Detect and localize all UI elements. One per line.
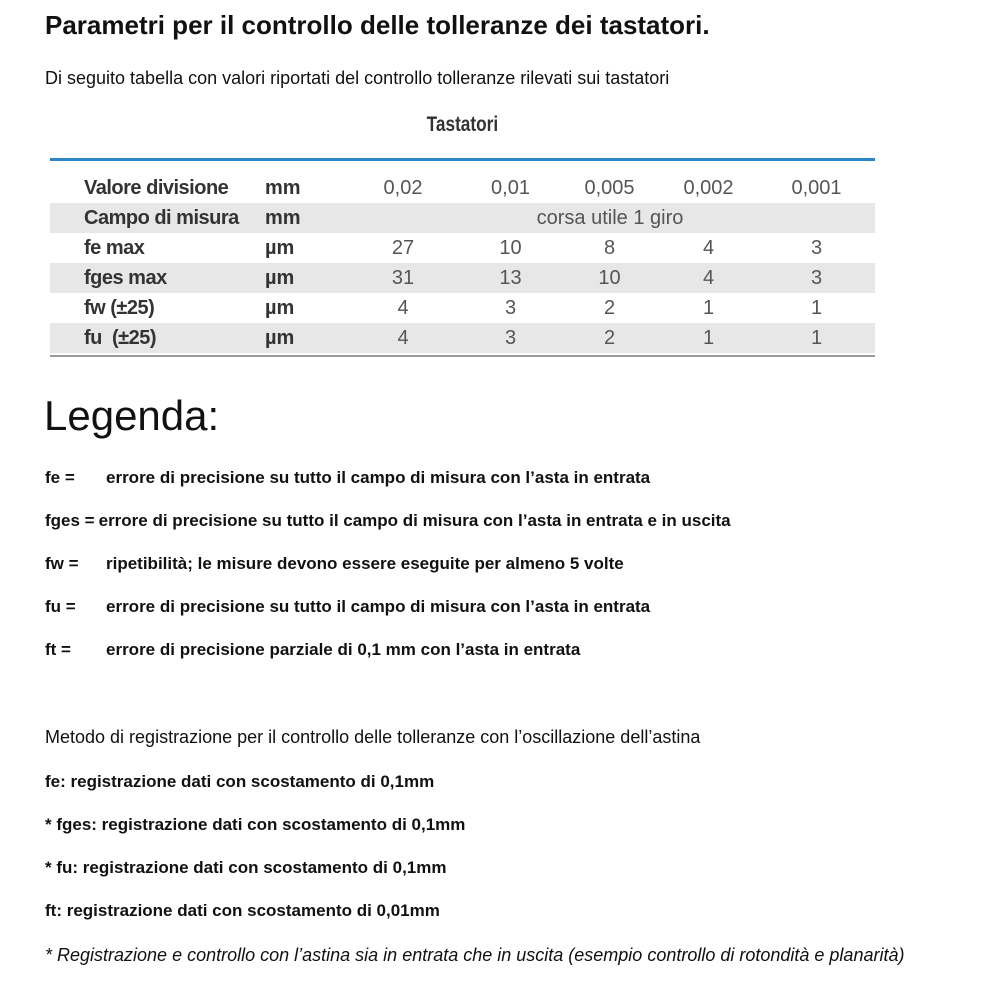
row-unit: µm [265, 296, 295, 319]
table-cell: 27 [391, 236, 415, 259]
table-cell: 4 [397, 326, 409, 349]
tolerance-table [50, 173, 875, 353]
table-row-fu [50, 323, 875, 353]
legend-text: errore di precisione su tutto il campo di misura con l’asta in entrata [106, 468, 651, 487]
table-row-fe-max [50, 233, 875, 263]
row-unit: µm [265, 326, 295, 349]
table-row-campo-di-misura [50, 203, 875, 233]
table-cell: 13 [499, 266, 522, 289]
legend-key: fu = [45, 597, 76, 616]
legend-item-fw [45, 554, 624, 574]
row-unit: mm [265, 206, 301, 229]
legend-key: fges = [45, 511, 95, 530]
table-cell: 2 [603, 326, 616, 349]
table-cell: 4 [397, 296, 409, 319]
tolerance-table-container [50, 158, 875, 357]
table-cell: 4 [702, 266, 715, 289]
table-cell: 1 [702, 326, 715, 349]
table-cell: 0,001 [791, 176, 842, 199]
table-cell: 10 [598, 266, 621, 289]
table-cell-span: corsa utile 1 giro [536, 206, 684, 229]
table-cell: 1 [702, 296, 715, 319]
method-item-fu: * fu: registrazione dati con scostamento di 0,1mm [45, 858, 447, 877]
legend-title: Legenda: [44, 392, 220, 439]
table-cell: 3 [504, 296, 517, 319]
table-cell: 31 [391, 266, 415, 289]
table-cell: 1 [810, 296, 823, 319]
table-cell: 3 [504, 326, 517, 349]
table-cell: 10 [499, 236, 522, 259]
table-cell: 1 [810, 326, 823, 349]
table-cell: 0,01 [491, 176, 530, 199]
footnote: * Registrazione e controllo con l’astina sia in entrata che in uscita (esempio controllo di rotondità e planarità) [45, 945, 905, 965]
table-cell: 0,02 [383, 176, 423, 199]
table-cell: 0,005 [584, 176, 635, 199]
legend-text: ripetibilità; le misure devono essere eseguite per almeno 5 volte [106, 554, 624, 573]
row-label: fw (±25) [84, 296, 155, 319]
legend-item-fu [45, 597, 650, 617]
table-row-valore-divisione [50, 173, 875, 203]
legend-item-fe [45, 468, 650, 488]
legend-item-fges [45, 511, 731, 531]
row-label: Valore divisione [84, 176, 229, 199]
table-cell: 4 [702, 236, 715, 259]
table-row-fges-max [50, 263, 875, 293]
row-label: fu (±25) [84, 326, 157, 349]
table-cell: 0,002 [683, 176, 734, 199]
method-item-fges: * fges: registrazione dati con scostamento di 0,1mm [45, 815, 466, 834]
table-cell: 2 [603, 296, 616, 319]
legend-text: errore di precisione su tutto il campo di misura con l’asta in entrata [106, 597, 651, 616]
legend-key: fe = [45, 468, 75, 487]
row-label: fe max [84, 236, 145, 259]
legend-text: errore di precisione su tutto il campo di misura con l’asta in entrata e in uscita [98, 511, 731, 530]
row-label: Campo di misura [84, 206, 239, 229]
row-unit: µm [265, 236, 295, 259]
table-caption: Tastatori [426, 113, 499, 136]
table-cell: 8 [603, 236, 616, 259]
row-unit: µm [265, 266, 295, 289]
method-item-fe: fe: registrazione dati con scostamento di 0,1mm [45, 772, 435, 791]
row-unit: mm [265, 176, 301, 199]
table-cell: 3 [810, 236, 823, 259]
method-item-ft: ft: registrazione dati con scostamento di 0,01mm [45, 901, 440, 920]
legend-text: errore di precisione parziale di 0,1 mm con l’asta in entrata [106, 640, 581, 659]
legend-key: fw = [45, 554, 79, 573]
legend-key: ft = [45, 640, 71, 659]
page-title: Parametri per il controllo delle tolleranze dei tastatori. [45, 10, 710, 40]
method-intro: Metodo di registrazione per il controllo delle tolleranze con l’oscillazione dell’astina [45, 727, 701, 747]
table-row-fw [50, 293, 875, 323]
row-label: fges max [84, 266, 167, 289]
page-subtitle: Di seguito tabella con valori riportati del controllo tolleranze rilevati sui tastatori [45, 68, 670, 88]
legend-item-ft [45, 640, 580, 660]
table-cell: 3 [810, 266, 823, 289]
